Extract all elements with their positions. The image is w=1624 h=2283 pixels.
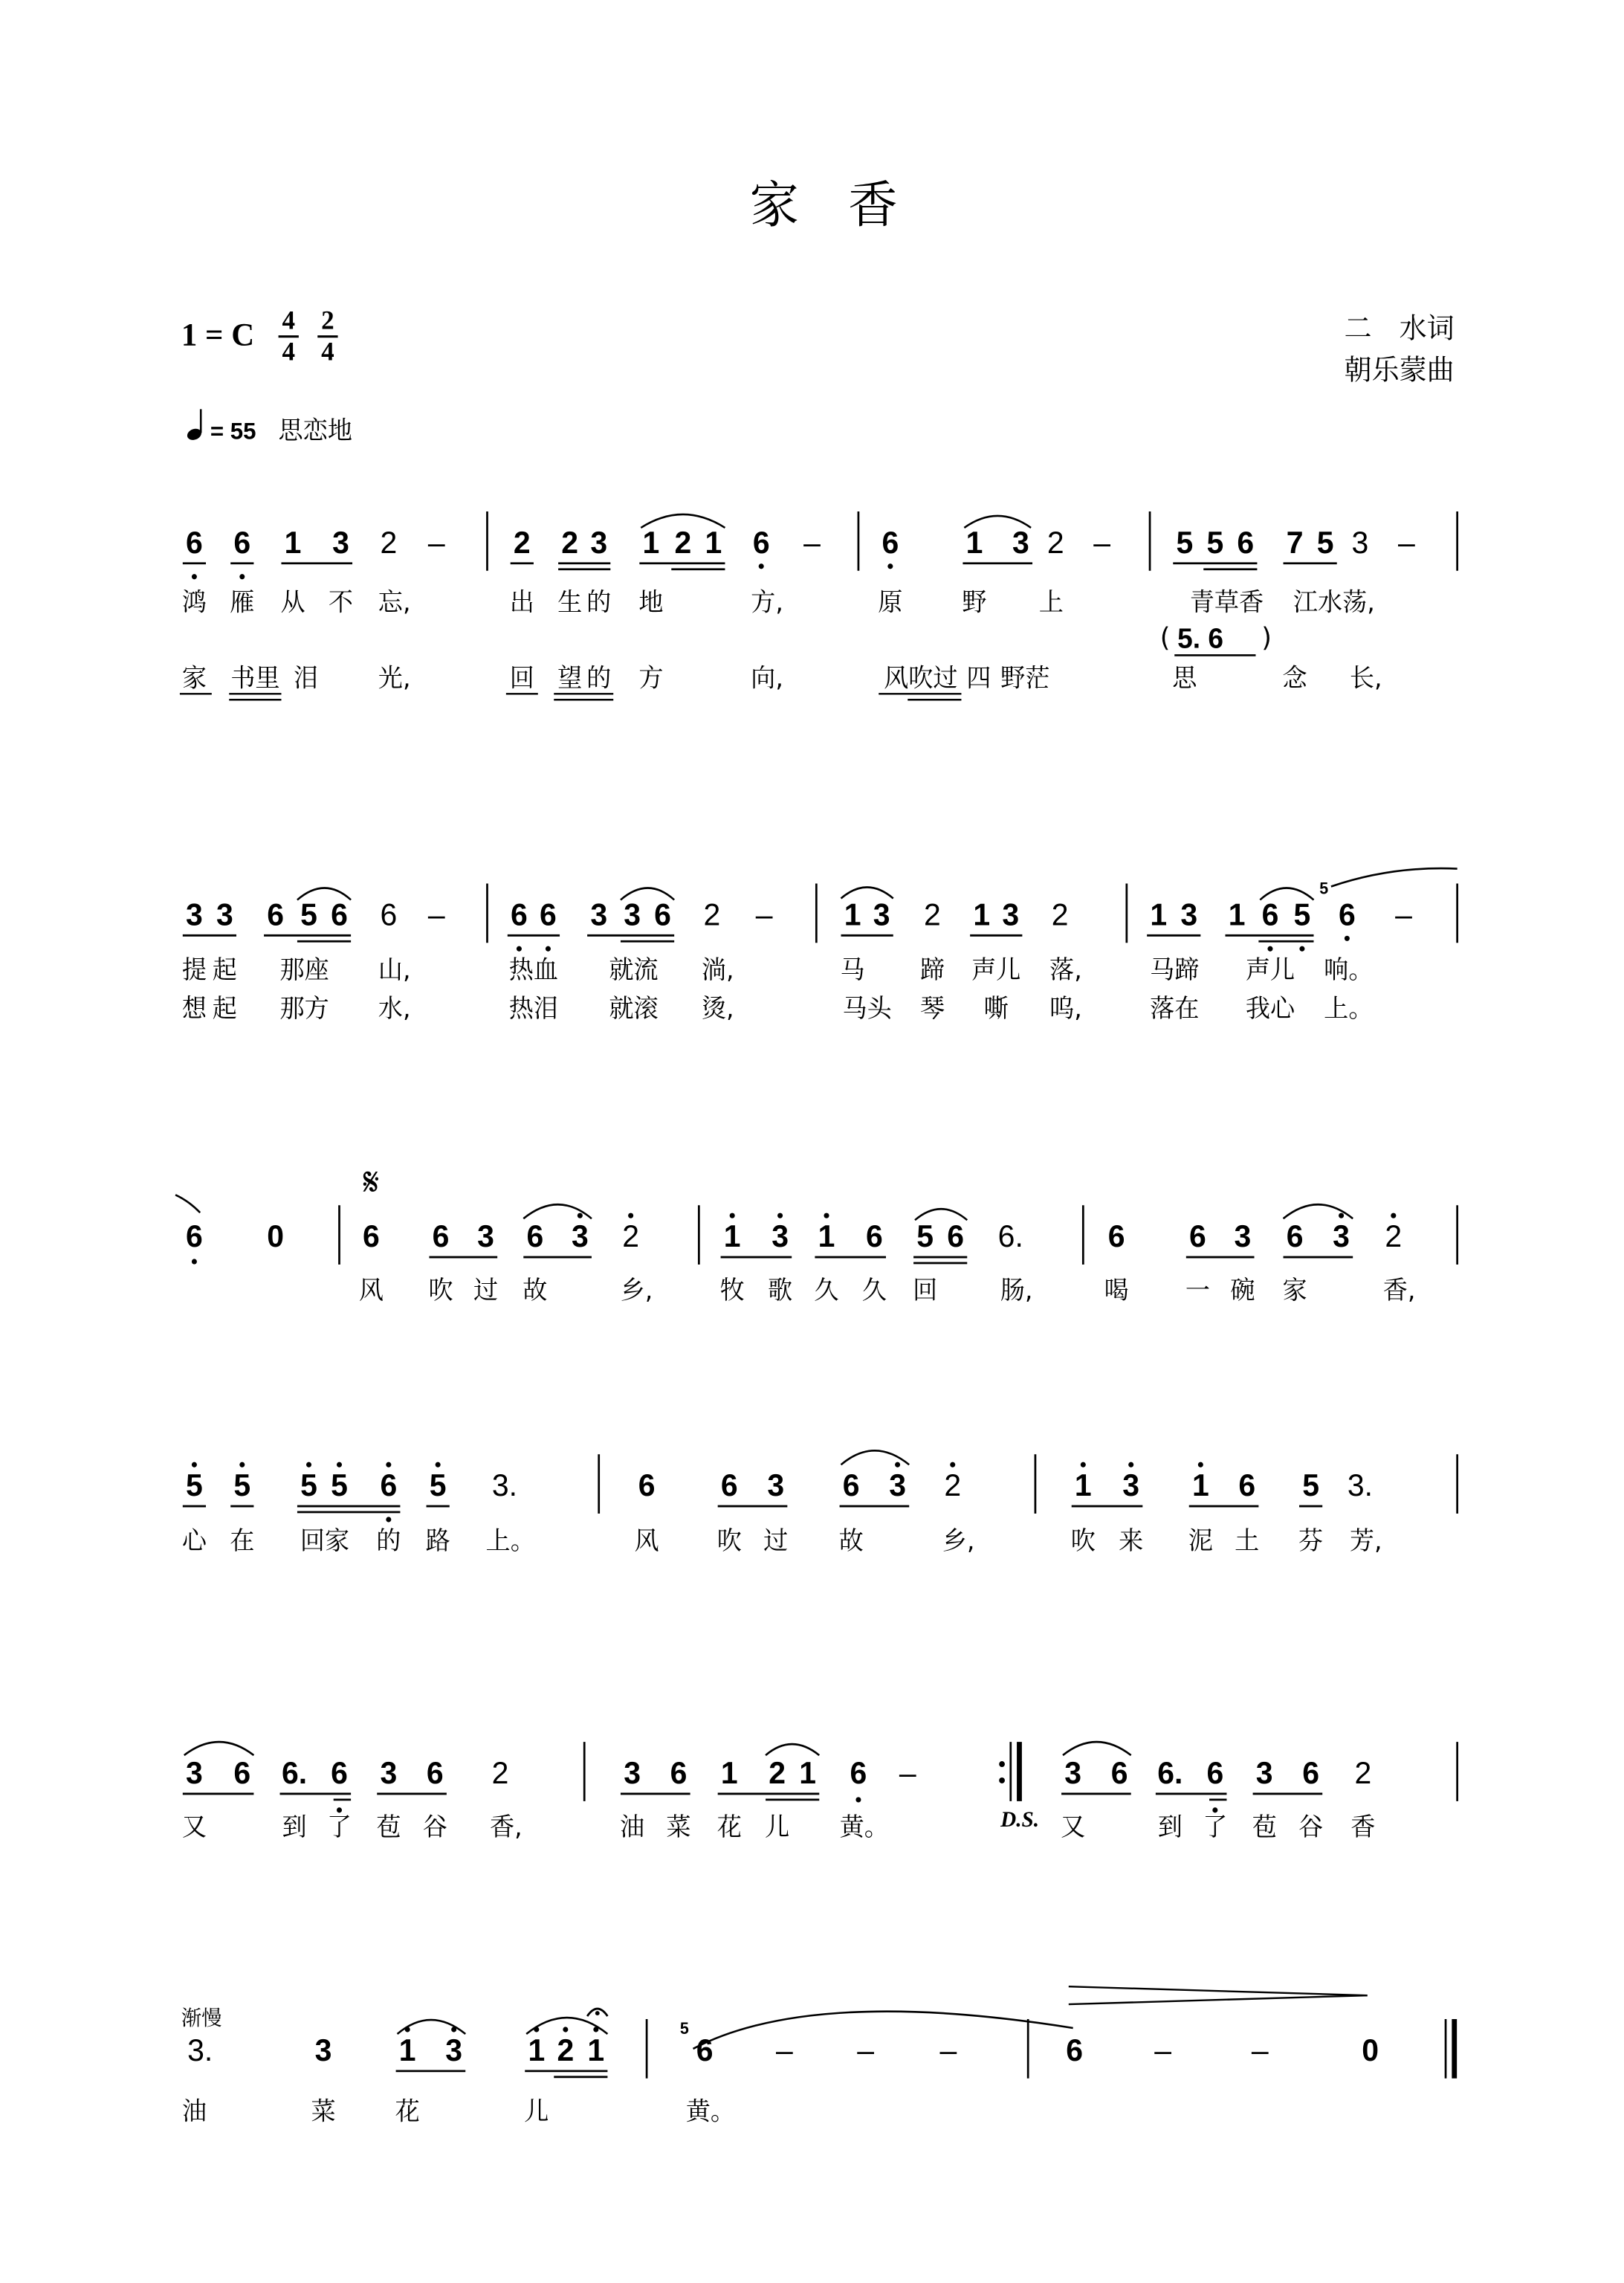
note: 6 — [1338, 897, 1356, 932]
note: 6 — [331, 897, 348, 932]
lyric: 花 — [395, 2096, 420, 2126]
note: 6 — [267, 897, 285, 932]
lyric: 菜 — [666, 1812, 691, 1841]
note: 3 — [1234, 1218, 1252, 1254]
rhythm-underlines — [183, 1794, 1322, 1800]
lyric: 了 — [326, 1812, 352, 1841]
note: 3 — [590, 525, 608, 560]
slurs — [184, 1742, 1131, 1755]
rhythm-underlines — [429, 1257, 1353, 1263]
lyric: 江水荡, — [1293, 587, 1375, 617]
note: 6 — [1107, 1218, 1125, 1254]
lyric: 就滚 — [609, 993, 659, 1024]
dash: – — [1251, 2032, 1269, 2067]
note: 6 — [233, 525, 251, 560]
note: 6 — [363, 1218, 380, 1254]
lyric: 山, — [378, 955, 411, 985]
lyric: 到 — [1157, 1812, 1183, 1841]
lyric: 吹 — [1070, 1525, 1096, 1555]
lyric: 落在 — [1150, 993, 1200, 1024]
lyric: 地 — [638, 587, 664, 617]
grace-note: 5 — [679, 2018, 689, 2038]
lyric: 思 — [1172, 662, 1197, 693]
dash: – — [1397, 525, 1415, 560]
lyric: 又 — [1061, 1812, 1086, 1841]
note: 3 — [771, 1218, 789, 1254]
lyric: 回家 — [300, 1525, 350, 1555]
note: 2 — [769, 1755, 786, 1791]
decrescendo-hairpin — [1069, 1986, 1368, 2004]
note: 3 — [1012, 525, 1029, 560]
rhythm-underlines — [183, 1506, 1322, 1512]
note: 1 — [587, 2032, 605, 2067]
lyric: 久 — [814, 1275, 839, 1305]
note: 1 — [1228, 897, 1246, 932]
lyric: 念 — [1282, 662, 1307, 693]
lyric: 响。 — [1324, 955, 1374, 985]
note: 2 — [491, 1755, 509, 1791]
lyric: 从 — [280, 587, 305, 617]
quarter-note-icon — [186, 409, 203, 442]
note: 3 — [767, 1467, 785, 1503]
lyric: 过 — [473, 1275, 499, 1305]
note: 6 — [1286, 1218, 1304, 1254]
meter-denominator: 4 — [321, 336, 334, 366]
note: 2 — [557, 2032, 575, 2067]
dash: – — [1154, 2032, 1172, 2067]
lyric: 过 — [763, 1525, 789, 1555]
dash: – — [427, 525, 445, 560]
note: 6 — [1238, 1467, 1256, 1503]
note: 6 — [865, 1218, 883, 1254]
lyric: 那座 — [279, 955, 329, 985]
note: 1 — [799, 1755, 817, 1791]
note: 3 — [1351, 525, 1369, 560]
lyric: 出 — [509, 587, 534, 617]
note: 2 — [674, 525, 692, 560]
note: 6 — [1237, 525, 1255, 560]
lyric: 不 — [328, 587, 354, 617]
lyric: 芳, — [1349, 1525, 1382, 1555]
lyric: 声儿 — [971, 955, 1021, 985]
note: 1 — [705, 525, 722, 560]
note: 2 — [1051, 897, 1069, 932]
note: 6 — [1261, 897, 1279, 932]
lyric: 又 — [181, 1812, 207, 1841]
lyric: 我心 — [1245, 993, 1295, 1024]
lyric: 吹 — [428, 1275, 453, 1305]
lyrics-system-2 — [182, 955, 1374, 1023]
note: 2 — [1385, 1218, 1403, 1254]
lyric: 热血 — [508, 955, 559, 985]
lyric: 谷 — [1298, 1812, 1324, 1841]
note: 3 — [332, 525, 349, 560]
note: 6 — [186, 525, 203, 560]
note: 1 — [528, 2032, 546, 2067]
slurs — [398, 2012, 1073, 2049]
note: 1 — [1150, 897, 1168, 932]
paren-open: ( — [1159, 622, 1171, 653]
lyric: 四 — [966, 662, 991, 693]
note: 3 — [445, 2032, 463, 2067]
note: 3 — [314, 2032, 332, 2067]
note: 6 — [947, 1218, 965, 1254]
lyric: 声儿 — [1245, 955, 1295, 985]
time-signature-1 — [279, 305, 299, 366]
lyric: 起 — [212, 993, 237, 1024]
lyric: 香, — [1382, 1275, 1416, 1305]
note: 3 — [873, 897, 890, 932]
slurs — [523, 1204, 1353, 1220]
lyric: 上 — [1038, 587, 1064, 617]
dash: – — [1093, 525, 1111, 560]
lyric: 烫, — [701, 993, 734, 1024]
lyricist-credit: 二 水词 — [1344, 311, 1455, 345]
lyric: 风 — [358, 1275, 384, 1305]
dash: – — [776, 2032, 793, 2067]
system-6 — [187, 2009, 1455, 2079]
system-2 — [183, 868, 1458, 952]
lyric: 歌 — [767, 1275, 793, 1305]
note: 5 — [1176, 525, 1194, 560]
lyric: 忘, — [378, 587, 411, 617]
note: 2 — [924, 897, 941, 932]
note: 6 — [331, 1755, 348, 1791]
alt-notes — [1160, 622, 1272, 655]
note: 6 — [526, 1218, 544, 1254]
lyric: 呜, — [1049, 993, 1082, 1024]
slurs — [297, 868, 1458, 900]
note: 3 — [186, 897, 203, 932]
lyric: 光, — [378, 662, 411, 693]
tempo-expression: 思恋地 — [278, 415, 353, 445]
grace-note: 5 — [1319, 879, 1329, 898]
note: 6 — [696, 2032, 714, 2067]
lyric: 方, — [751, 587, 783, 617]
page-title: 家 香 — [749, 175, 898, 235]
lyric: 喝 — [1104, 1275, 1129, 1305]
note: 2 — [622, 1218, 640, 1254]
rhythm-underlines — [396, 2071, 608, 2077]
note: 5 — [1293, 897, 1311, 932]
lyric: 乡, — [620, 1275, 653, 1305]
note: 3 — [1180, 897, 1198, 932]
note: 2 — [703, 897, 721, 932]
note: 5 — [233, 1467, 251, 1503]
lyric: 黄。 — [839, 1812, 889, 1841]
tie-continuation — [175, 1195, 200, 1212]
lyric: 热泪 — [508, 993, 559, 1024]
meter-numerator: 4 — [282, 305, 296, 335]
system-3 — [175, 1195, 1458, 1265]
lyric: 马蹄 — [1150, 955, 1200, 985]
lyric: 那方 — [279, 993, 329, 1024]
rhythm-underlines — [183, 935, 1314, 941]
lyric: 心 — [181, 1525, 207, 1555]
note: 6 — [1302, 1755, 1319, 1791]
lyric: 水, — [378, 993, 411, 1024]
tempo-marking: = 55 — [210, 416, 256, 445]
lyric: 一 — [1185, 1275, 1211, 1305]
note: 3 — [1333, 1218, 1350, 1254]
note: 6 — [850, 1755, 867, 1791]
note: 1 — [284, 525, 302, 560]
note: 6. — [997, 1218, 1023, 1254]
note: 6 — [638, 1467, 656, 1503]
dash: – — [899, 1755, 916, 1791]
note: 3 — [1122, 1467, 1140, 1503]
dash: – — [755, 897, 773, 932]
lyrics-system-4 — [182, 1526, 1382, 1555]
lyric: 在 — [230, 1525, 255, 1555]
key-signature: 1 = C — [181, 317, 255, 353]
note: 1 — [1191, 1467, 1209, 1503]
lyric: 雁 — [230, 587, 255, 617]
lyric: 书里 — [230, 662, 280, 693]
note: 1 — [818, 1218, 835, 1254]
note: 3 — [624, 897, 641, 932]
meter-numerator: 2 — [321, 305, 334, 335]
dash: – — [939, 2032, 957, 2067]
lyric: 苞 — [1252, 1812, 1277, 1841]
lyric: 蹄 — [919, 955, 945, 985]
note: 6 — [426, 1755, 444, 1791]
note: 6 — [432, 1218, 450, 1254]
lyric: 土 — [1235, 1525, 1260, 1555]
lyric: 上。 — [1324, 993, 1374, 1024]
note: 3 — [624, 1755, 641, 1791]
note: 6 — [380, 897, 398, 932]
final-barline — [1446, 2019, 1455, 2079]
lyric: 长, — [1349, 662, 1382, 693]
ritardando-marking: 渐慢 — [181, 2005, 222, 2031]
lyric: 马 — [840, 955, 865, 985]
lyric: 的 — [586, 662, 612, 693]
lyric: 回 — [509, 662, 534, 693]
note: 6 — [186, 1218, 203, 1254]
note: 6 — [380, 1467, 398, 1503]
lyric: 油 — [620, 1812, 645, 1841]
lyric: 望 — [557, 662, 583, 693]
lyric: 久 — [861, 1275, 887, 1305]
note: 2 — [944, 1467, 962, 1503]
dash: – — [803, 525, 821, 560]
note: 0 — [267, 1218, 285, 1254]
dal-segno-marking: D.S. — [1000, 1807, 1040, 1832]
lyric: 故 — [523, 1275, 548, 1305]
lyric: 故 — [838, 1525, 864, 1555]
lyric: 回 — [913, 1275, 938, 1305]
lyric: 野茫 — [1000, 662, 1050, 693]
time-signature-2 — [317, 305, 337, 366]
note: 1 — [398, 2032, 416, 2067]
note: 6 — [233, 1755, 251, 1791]
lyric: 了 — [1203, 1812, 1228, 1841]
lyric: 琴 — [919, 993, 945, 1024]
lyric: 菜 — [311, 2096, 336, 2126]
lyric: 泪 — [294, 662, 319, 693]
paren-close: ) — [1261, 622, 1272, 653]
lyric: 生 — [557, 587, 583, 617]
lyric: 方 — [638, 662, 664, 693]
dash: – — [1395, 897, 1412, 932]
dash: – — [857, 2032, 875, 2067]
note: 1 — [642, 525, 660, 560]
dash: – — [427, 897, 445, 932]
lyric: 乡, — [942, 1525, 975, 1555]
note: 3. — [187, 2032, 213, 2067]
system-5 — [183, 1742, 1458, 1812]
note: 3 — [590, 897, 608, 932]
note: 6 — [540, 897, 557, 932]
lyric: 油 — [181, 2096, 207, 2126]
note: 6. — [281, 1755, 308, 1791]
note: 5 — [1206, 525, 1224, 560]
note: 6 — [654, 897, 671, 932]
lyric: 牧 — [719, 1275, 745, 1305]
note: 6 — [1110, 1755, 1128, 1791]
lyric: 马头 — [842, 993, 892, 1024]
note: 1 — [973, 897, 991, 932]
octave-dots — [192, 564, 893, 579]
note: 1 — [1074, 1467, 1092, 1503]
meter-denominator: 4 — [282, 336, 296, 366]
note: 3 — [889, 1467, 906, 1503]
lyric: 就流 — [609, 955, 659, 985]
lyric: 碗 — [1230, 1275, 1255, 1305]
lyric: 泥 — [1188, 1525, 1213, 1555]
note: 3 — [186, 1755, 203, 1791]
note: 5 — [300, 1467, 317, 1503]
lyric: 风 — [634, 1525, 659, 1555]
lyric: 花 — [716, 1812, 742, 1841]
note: 3. — [491, 1467, 517, 1503]
lyric: 青草香 — [1189, 587, 1264, 617]
note: 2 — [1354, 1755, 1372, 1791]
note: 5 — [1316, 525, 1334, 560]
lyric: 野 — [962, 587, 987, 617]
lyric: 原 — [878, 587, 903, 617]
lyric: 鸿 — [181, 587, 207, 617]
lyric: 的 — [376, 1525, 401, 1555]
note: 2 — [380, 525, 398, 560]
note: 1 — [844, 897, 861, 932]
lyric: 上。 — [485, 1525, 535, 1555]
note: 6 — [842, 1467, 860, 1503]
lyric: 起 — [212, 955, 237, 985]
note: 3 — [380, 1755, 398, 1791]
note: 6 — [1189, 1218, 1206, 1254]
note: 5 — [429, 1467, 447, 1503]
system-4 — [183, 1450, 1458, 1522]
segno-sign: 𝄋 — [363, 1159, 380, 1205]
inline-notes: 5. 6 — [1177, 622, 1223, 654]
note: 3 — [1255, 1755, 1273, 1791]
note: 6 — [511, 897, 528, 932]
note: 3 — [571, 1218, 589, 1254]
lyric: 嘶 — [983, 993, 1009, 1024]
note: 6 — [1066, 2032, 1084, 2067]
note: 3. — [1347, 1467, 1374, 1503]
lyrics-system-5 — [182, 1812, 1376, 1841]
note: 2 — [561, 525, 579, 560]
lyric: 落, — [1049, 955, 1082, 985]
lyric: 吹 — [716, 1525, 742, 1555]
lyric: 家 — [181, 662, 207, 693]
note: 2 — [1046, 525, 1064, 560]
note: 5 — [331, 1467, 348, 1503]
lyrics-system-3 — [359, 1276, 1416, 1305]
lyric: 来 — [1119, 1525, 1144, 1555]
lyric: 想 — [181, 993, 207, 1024]
lyric: 淌, — [701, 955, 734, 985]
note: 6. — [1157, 1755, 1183, 1791]
lyric: 路 — [425, 1525, 450, 1555]
lyric: 提 — [181, 955, 207, 985]
lyric: 风吹过 — [884, 662, 958, 693]
note: 2 — [513, 525, 531, 560]
lyric: 向, — [751, 662, 783, 693]
note: 6 — [1206, 1755, 1224, 1791]
note: 3 — [477, 1218, 494, 1254]
note: 5 — [1302, 1467, 1319, 1503]
lyric: 肠, — [1000, 1275, 1033, 1305]
lyric: 香, — [490, 1812, 523, 1841]
note: 1 — [720, 1755, 738, 1791]
note: 6 — [752, 525, 770, 560]
lyric: 到 — [282, 1812, 307, 1841]
lyrics-system-6 — [182, 2096, 735, 2125]
lyric: 香 — [1350, 1812, 1376, 1841]
lyric: 黄。 — [685, 2096, 736, 2126]
note: 0 — [1362, 2032, 1379, 2067]
lyric: 儿 — [524, 2096, 549, 2126]
lyric: 儿 — [765, 1812, 790, 1841]
repeat-end-barline — [999, 1742, 1019, 1801]
system-1 — [183, 511, 1458, 579]
note: 5 — [300, 897, 317, 932]
octave-dots — [405, 2027, 599, 2032]
note: 1 — [723, 1218, 741, 1254]
note: 6 — [670, 1755, 688, 1791]
octave-dots — [517, 936, 1350, 952]
note: 6 — [881, 525, 899, 560]
note: 6 — [720, 1467, 738, 1503]
lyric: 家 — [1282, 1275, 1307, 1305]
lyric: 的 — [586, 587, 612, 617]
note: 7 — [1286, 525, 1304, 560]
note: 3 — [216, 897, 233, 932]
lyric: 苞 — [376, 1812, 401, 1841]
fermata-icon — [587, 2009, 607, 2016]
note: 3 — [1064, 1755, 1082, 1791]
note: 1 — [965, 525, 983, 560]
composer-credit: 朝乐蒙曲 — [1344, 353, 1455, 387]
lyric: 谷 — [422, 1812, 447, 1841]
note: 5 — [916, 1218, 934, 1254]
note: 3 — [1002, 897, 1020, 932]
note: 5 — [186, 1467, 203, 1503]
lyric: 芬 — [1298, 1525, 1324, 1555]
